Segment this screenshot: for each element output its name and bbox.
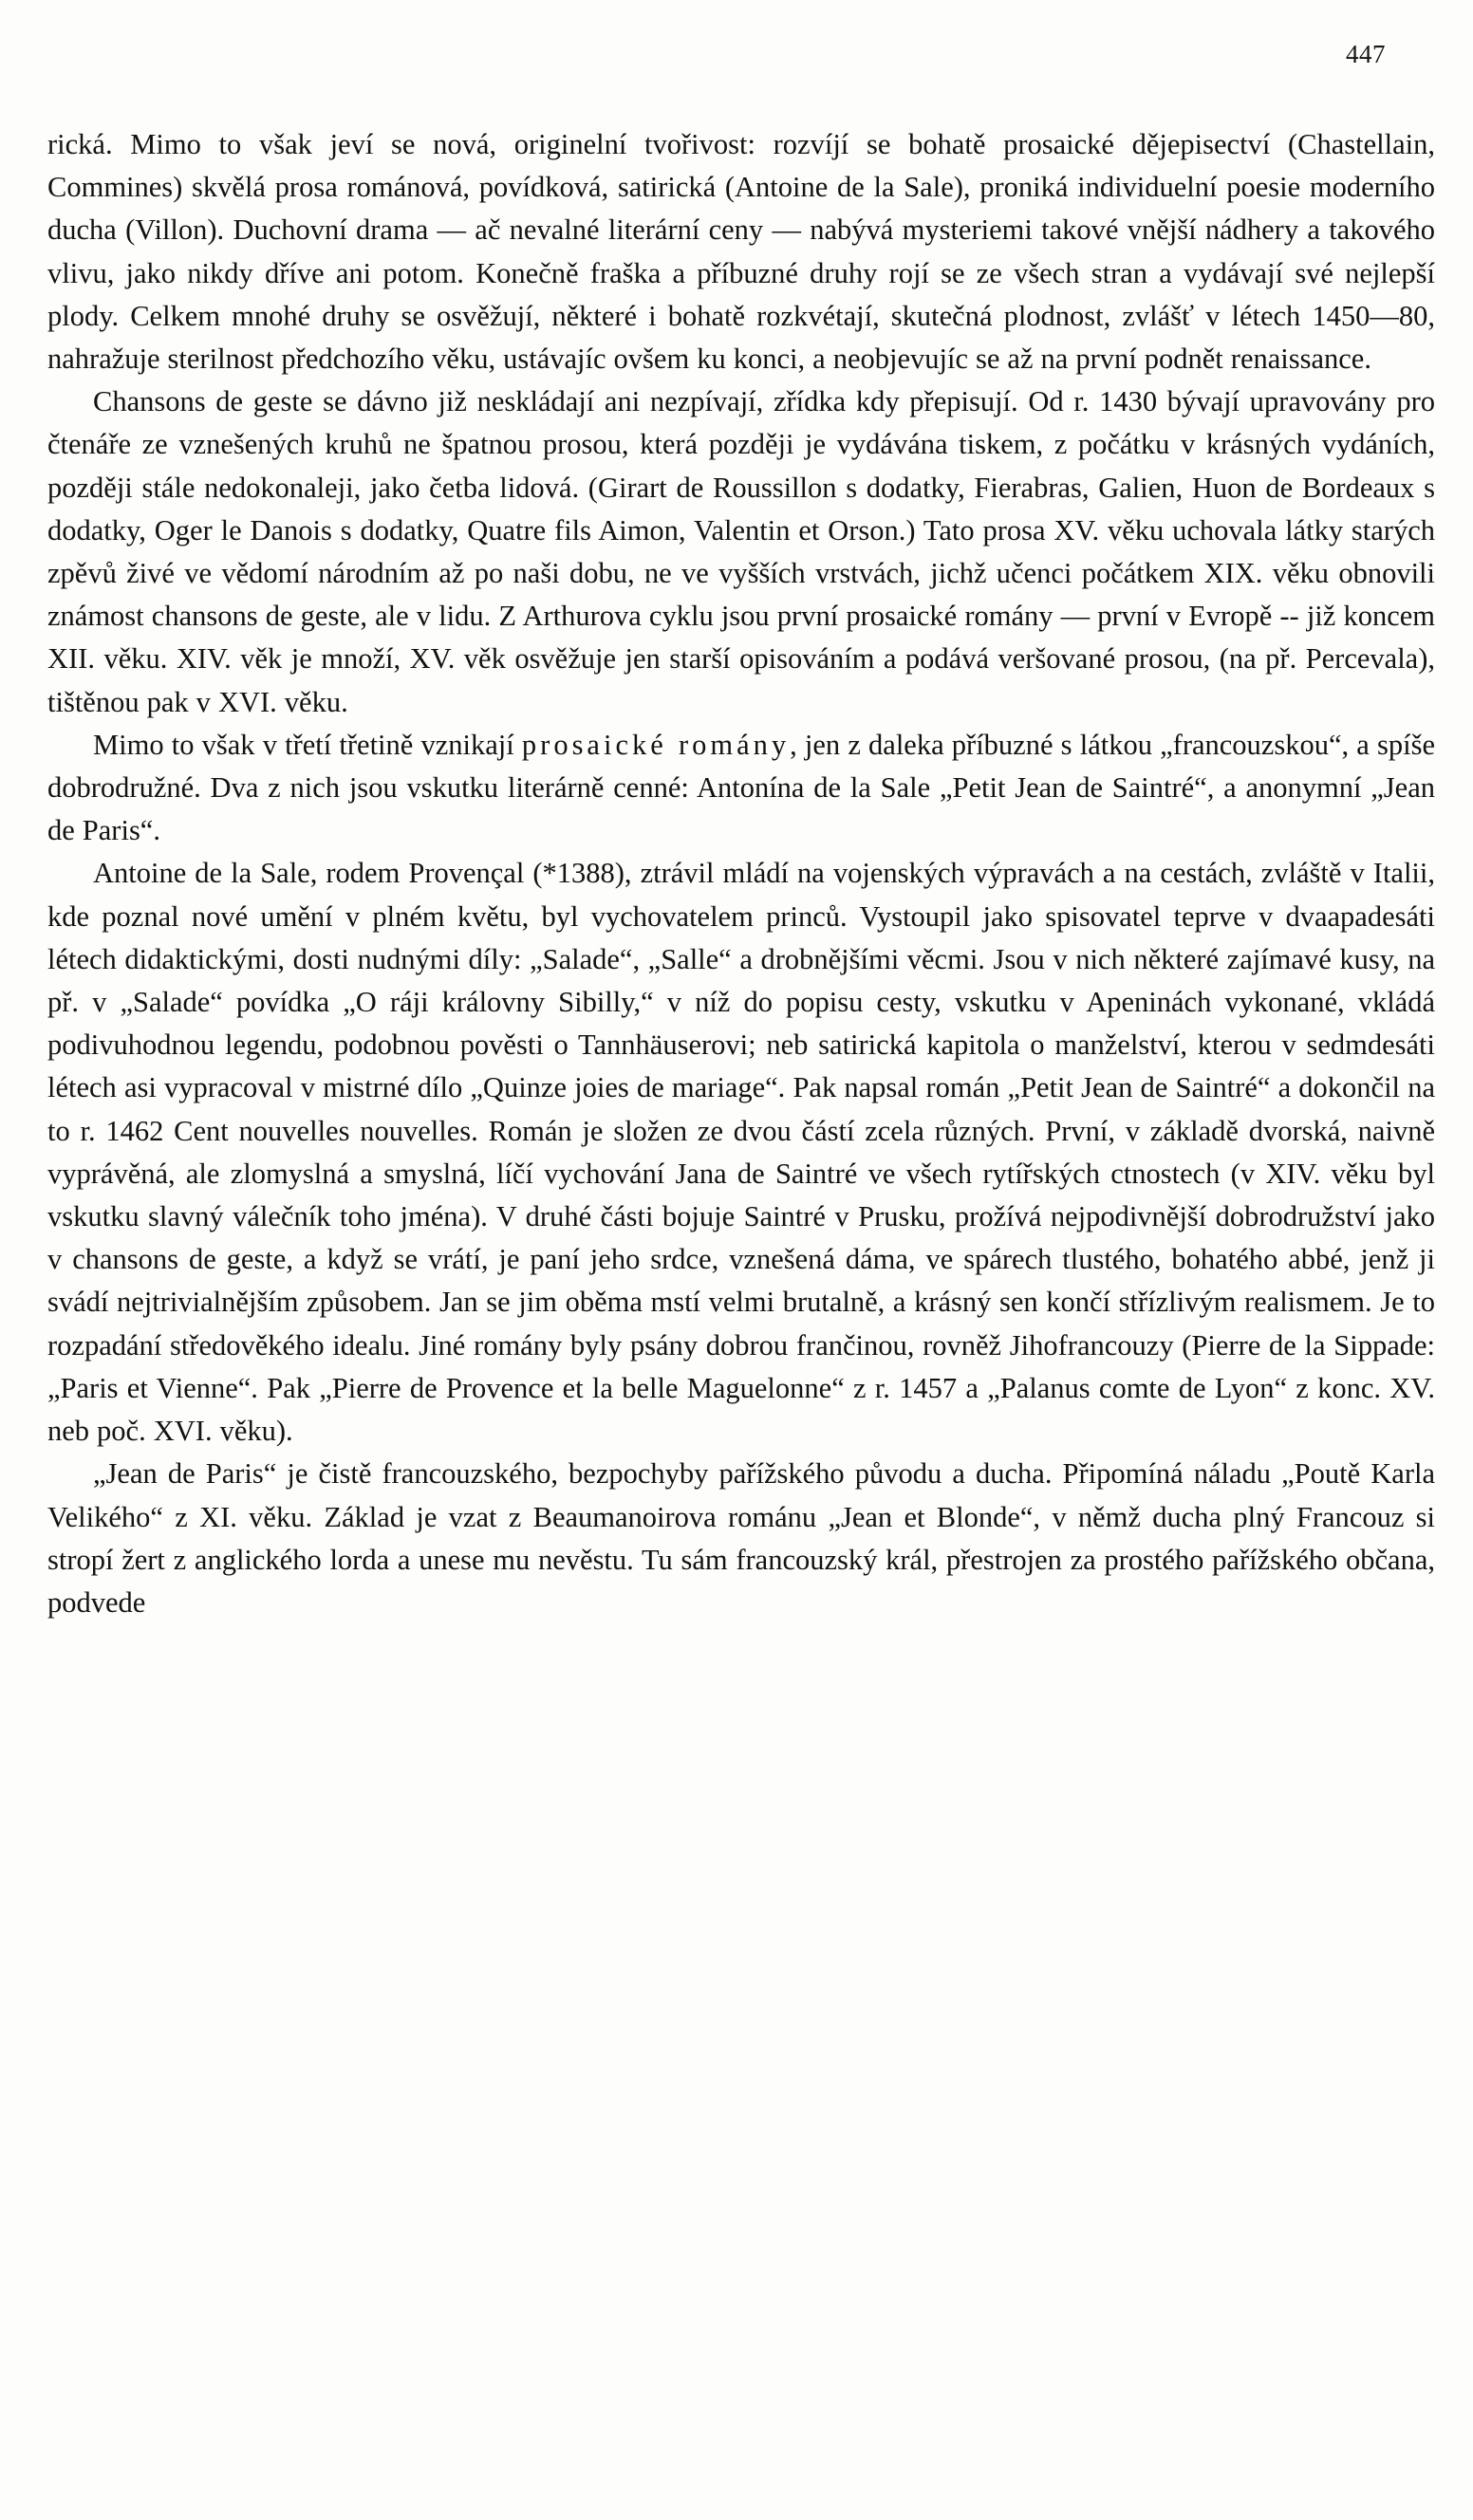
paragraph-3-tail: , jen z daleka příbuzné s látkou „francouzskou“, a spíše dobrodružné. Dva z nich jsou vskutku literárně cenné: Antonína de la Sale „Petit Jean de Saintré“, a anonymní „Jean de Paris“. xyxy=(47,728,1435,847)
body-text-column xyxy=(47,123,1435,1624)
paragraph-5: „Jean de Paris“ je čistě francouzského, bezpochyby pařížského původu a ducha. Připomíná náladu „Poutě Karla Velikého“ z XI. věku. Základ je vzat z Beaumanoirova románu „Jean et Blonde“, v němž ducha plný Francouz si stropí žert z anglického lorda a unese mu nevěstu. Tu sám francouzský král, přestrojen za prostého pařížského občana, podvede xyxy=(47,1457,1435,1619)
paragraph-3-lead: Mimo to však v třetí třetině vznikají xyxy=(93,728,522,761)
paragraph-1: rická. Mimo to však jeví se nová, originelní tvořivost: rozvíjí se bohatě prosaické dějepisectví (Chastellain, Commines) skvělá prosa románová, povídková, satirická (Antoine de la Sale), proniká individuelní poesie moderního ducha (Villon). Duchovní drama — ač nevalné literární ceny — nabývá mysteriemi takové vnější nádhery a takového vlivu, jako nikdy dříve ani potom. Konečně fraška a příbuzné druhy rojí se ze všech stran a vydávají své nejlepší plody. Celkem mnohé druhy se osvěžují, některé i bohatě rozkvétají, skutečná plodnost, zvlášť v létech 1450—80, nahražuje sterilnost předchozího věku, ustávajíc ovšem ku konci, a neobjevujíc se až na první podnět renaissance. xyxy=(47,128,1435,376)
paragraph-3 xyxy=(47,724,1435,853)
page-number: 447 xyxy=(1346,40,1386,68)
paragraph-3-emphasis: prosaické romány xyxy=(521,728,791,761)
paragraph-2: Chansons de geste se dávno již neskládají ani nezpívají, zřídka kdy přepisují. Od r. 1430 bývají upravovány pro čtenáře ze vznešených kruhů ne špatnou prosou, která později je vydávána tiskem, z počátku v krásných vydáních, později stále nedokonaleji, jako četba lidová. (Girart de Roussillon s dodatky, Fierabras, Galien, Huon de Bordeaux s dodatky, Oger le Danois s dodatky, Quatre fils Aimon, Valentin et Orson.) Tato prosa XV. věku uchovala látky starých zpěvů živé ve vědomí národním až po naši dobu, ne ve vyšších vrstvách, jichž učenci počátkem XIX. věku obnovili známost chansons de geste, ale v lidu. Z Arthurova cyklu jsou první prosaické romány — první v Evropě -- již koncem XII. věku. XIV. věk je množí, XV. věk osvěžuje jen starší opisováním a podává veršované prosou, (na př. Percevala), tištěnou pak v XVI. věku. xyxy=(47,385,1435,718)
paragraph-4: Antoine de la Sale, rodem Provençal (*1388), ztrávil mládí na vojenských výpravách a na cestách, zvláště v Italii, kde poznal nové umění v plném květu, byl vychovatelem princů. Vystoupil jako spisovatel teprve v dvaapadesáti létech didaktickými, dosti nudnými díly: „Salade“, „Salle“ a drobnějšími věcmi. Jsou v nich některé zajímavé kusy, na př. v „Salade“ povídka „O ráji královny Sibilly,“ v níž do popisu cesty, vskutku v Apeninách vykonané, vkládá podivuhodnou legendu, podobnou pověsti o Tannhäuserovi; neb satirická kapitola o manželství, kterou v sedmdesáti létech asi vypracoval v mistrné dílo „Quinze joies de mariage“. Pak napsal román „Petit Jean de Saintré“ a dokončil na to r. 1462 Cent nouvelles nouvelles. Román je složen ze dvou částí zcela různých. První, v základě dvorská, naivně vyprávěná, ale zlomyslná a smyslná, líčí vychování Jana de Saintré ve všech rytířských ctnostech (v XIV. věku byl vskutku slavný válečník toho jména). V druhé části bojuje Saintré v Prusku, prožívá nejpodivnější dobrodružství jako v chansons de geste, a když se vrátí, je paní jeho srdce, vznešená dáma, ve spárech tlustého, bohatého abbé, jenž ji svádí nejtrivialnějším způsobem. Jan se jim oběma mstí velmi brutalně, a krásný sen končí střízlivým realismem. Je to rozpadání středověkého idealu. Jiné romány byly psány dobrou frančinou, rovněž Jihofrancouzy (Pierre de la Sippade: „Paris et Vienne“. Pak „Pierre de Provence et la belle Maguelonne“ z r. 1457 a „Palanus comte de Lyon“ z konc. XV. neb poč. XVI. věku). xyxy=(47,857,1435,1448)
